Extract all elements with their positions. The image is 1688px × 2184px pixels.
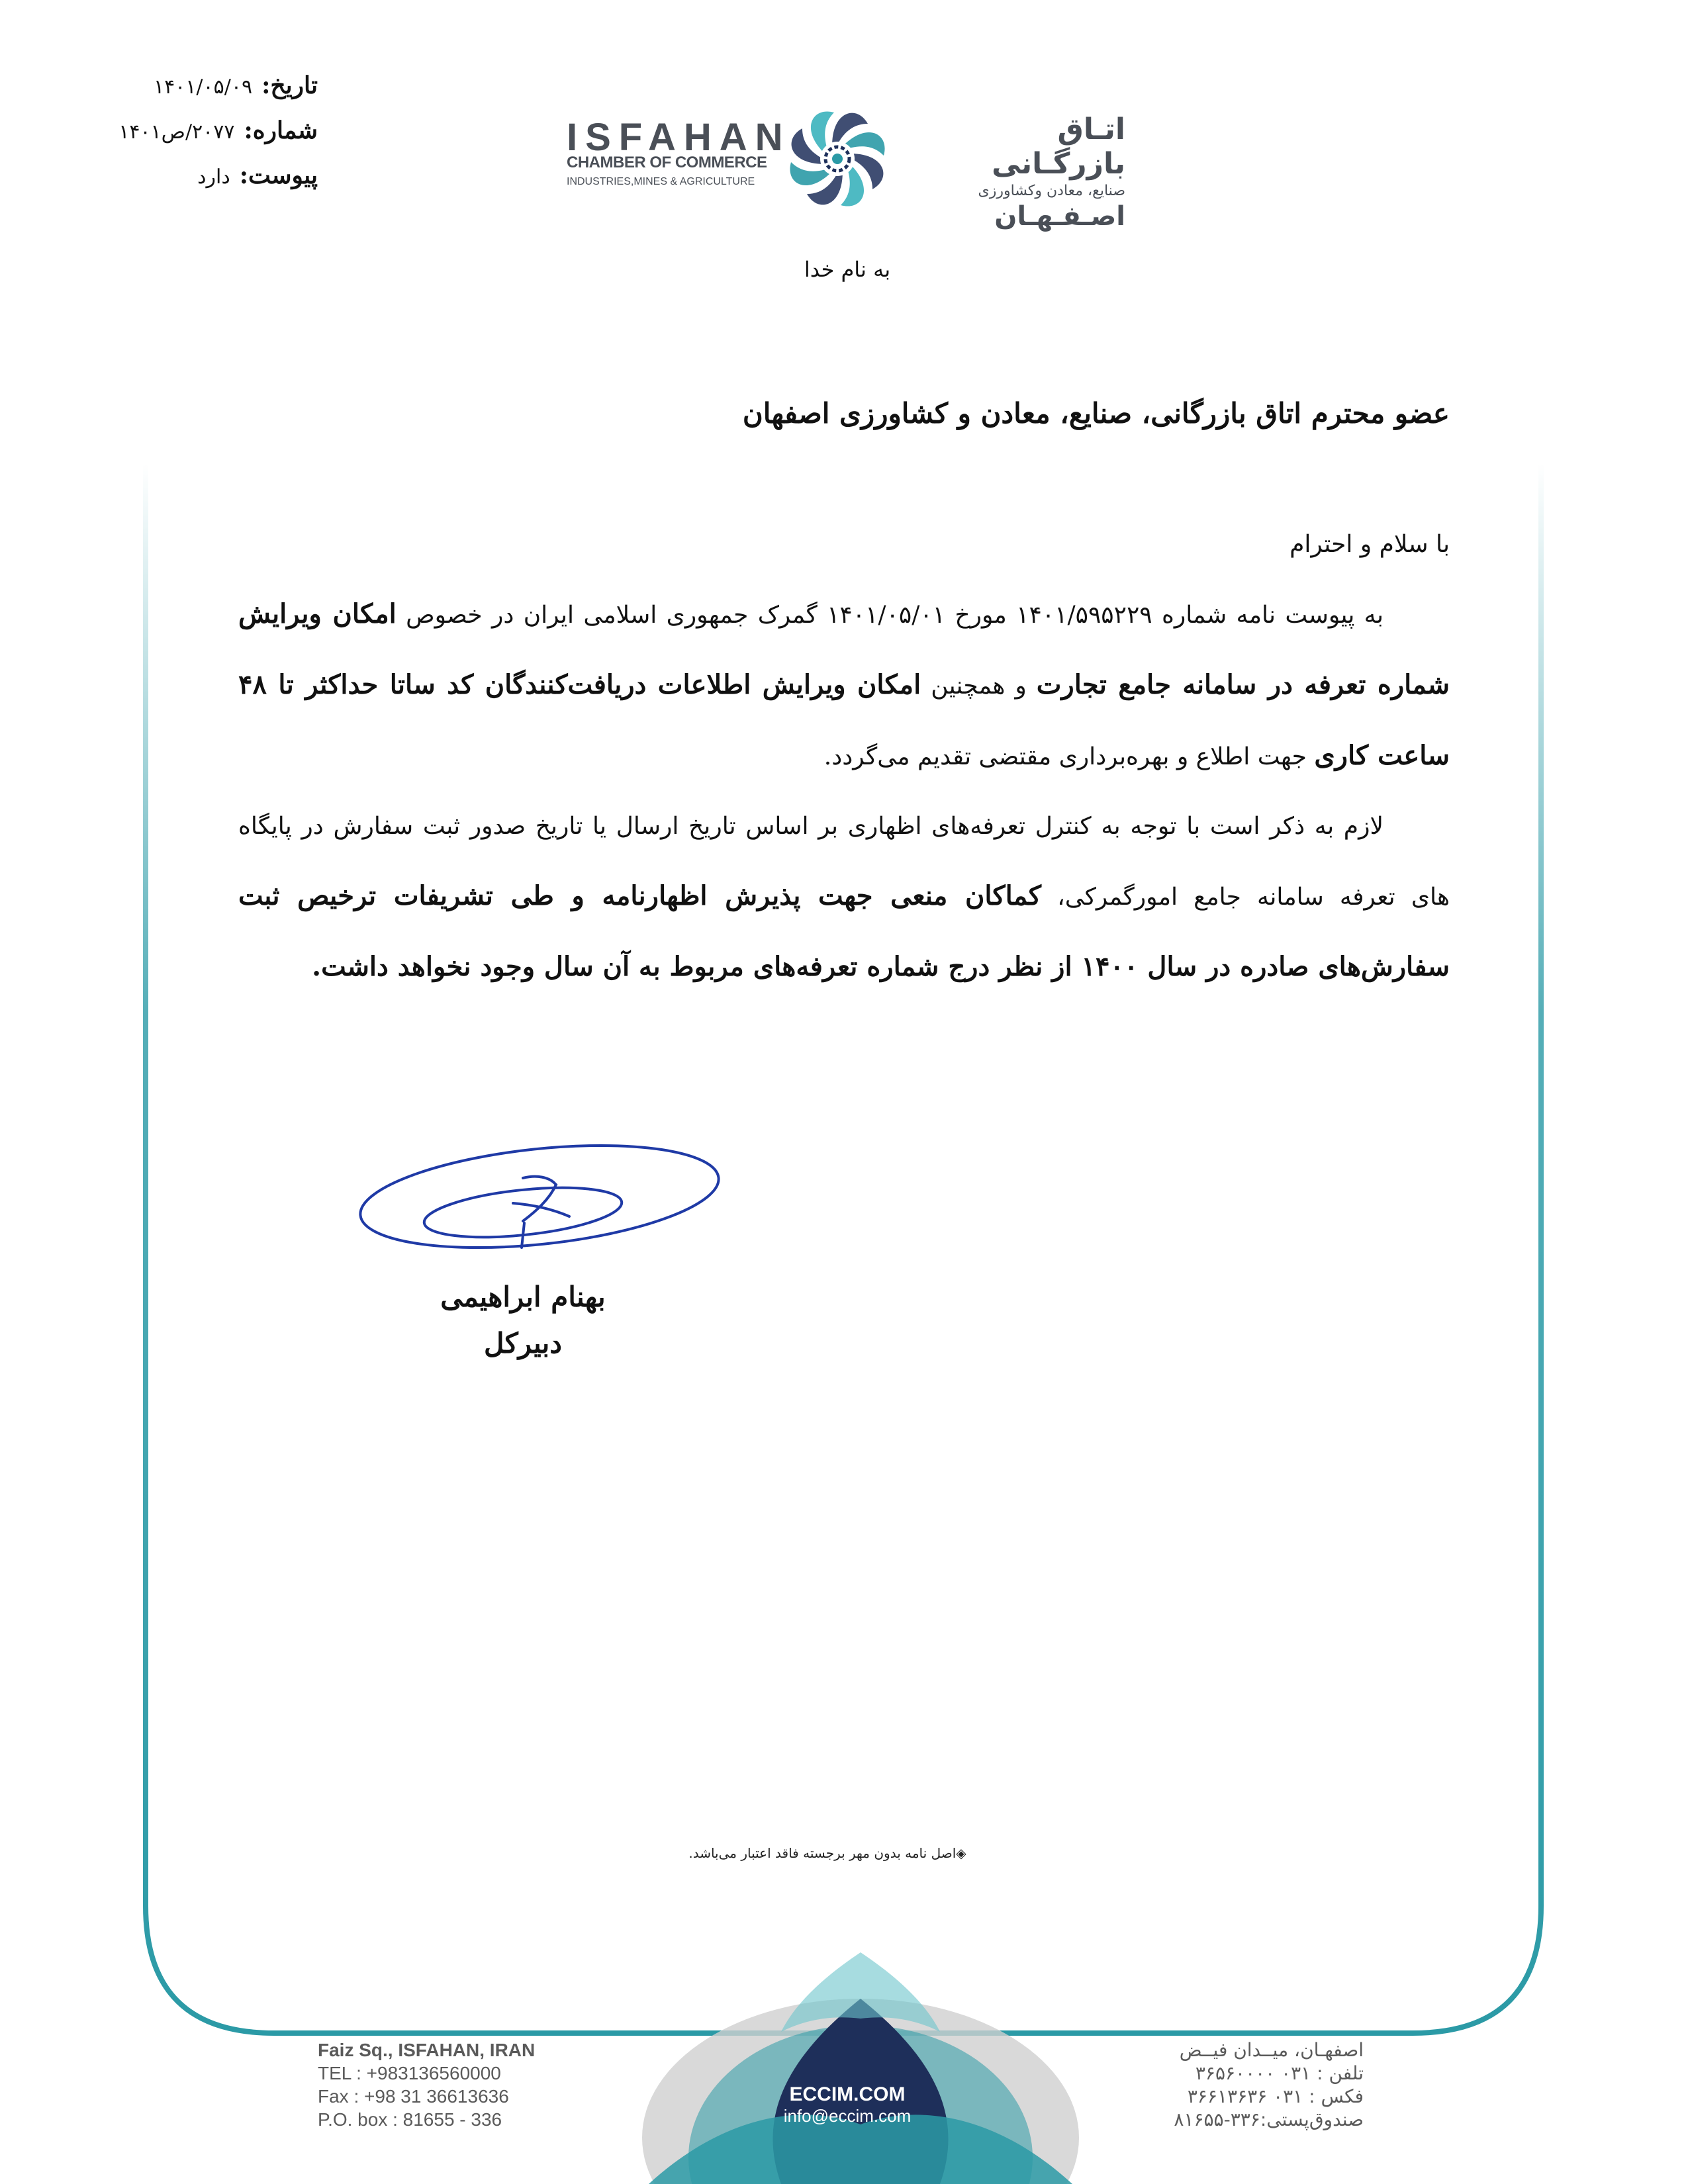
paragraph-1-intro: به پیوست نامه شماره ۱۴۰۱/۵۹۵۲۲۹ مورخ ۱۴۰۱/۰۵/۰۱ گمرک جمهوری اسلامی ایران در خصوص: [406, 602, 1383, 629]
footer-fa-fax: فکس : ۰۳۱ ۳۶۶۱۳۶۳۶: [1187, 2085, 1364, 2107]
logo-persian-line-3: اصـفـهـان: [994, 201, 1125, 232]
footer-ornament: [569, 1939, 1152, 2184]
signatory-name: بهنام ابراهیمی: [440, 1281, 606, 1313]
meta-number-label: شماره:: [244, 116, 318, 144]
handwritten-signature: [351, 1138, 735, 1257]
signatory-title: دبیرکل: [483, 1327, 563, 1359]
seal-note: [662, 1845, 993, 1861]
logo-english-tagline: INDUSTRIES,MINES & AGRICULTURE: [567, 176, 755, 187]
footer-fa-tel: تلفن : ۰۳۱ ۳۶۵۶۰۰۰۰: [1195, 2062, 1364, 2084]
paragraph-1: [238, 579, 1450, 792]
footer-en-address: Faiz Sq., ISFAHAN, IRAN: [318, 2040, 536, 2060]
letter-body: [238, 510, 1450, 1003]
footer-en-tel: TEL : +983136560000: [318, 2063, 501, 2083]
logo-english-subtitle: CHAMBER OF COMMERCE: [567, 154, 767, 171]
meta-attachment-label: پیوست:: [239, 161, 318, 189]
meta-number: [93, 116, 318, 161]
paragraph-2-intro: لازم به ذکر است با توجه به کنترل تعرفه‌های اظهاری بر اساس تاریخ ارسال یا تاریخ صدور ثبت سفارش در پایگاه های تعرفه سامانه جامع امورگمرکی،: [238, 813, 1450, 911]
recipient-line: عضو محترم اتاق بازرگانی، صنایع، معادن و کشاورزی اصفهان: [742, 397, 1450, 430]
seal-note-text: اصل نامه بدون مهر برجسته فاقد اعتبار می‌باشد.: [688, 1845, 957, 1861]
logo-emblem-icon: [771, 93, 904, 225]
letter-meta: [93, 71, 318, 206]
logo-persian-text: [920, 113, 1125, 232]
footer-en-pobox: P.O. box : 81655 - 336: [318, 2109, 502, 2130]
logo-persian-line-2: صنایع، معادن وکشاورزی: [978, 183, 1125, 199]
logo-persian-line-1: اتـاق بازرگـانی: [992, 113, 1125, 181]
chamber-logo: [556, 93, 1125, 232]
paragraph-1-bold-1: امکان ویرایش شماره تعرفه در سامانه جامع تجارت: [238, 598, 1450, 700]
diamond-bullet-icon: ◈: [956, 1845, 966, 1861]
footer-email-link[interactable]: info@eccim.com: [783, 2106, 912, 2126]
footer-fa-address: اصفهـان، میــدان فیــض: [1179, 2039, 1364, 2061]
meta-number-value: ۲۰۷۷/ص۱۴۰۱: [118, 120, 235, 144]
footer-web-contact: [741, 2083, 953, 2126]
footer-fa-pobox: صندوق‌پستی:۳۳۶-۸۱۶۵۵: [1174, 2109, 1364, 2130]
footer-english-contact: [318, 2038, 556, 2131]
paragraph-1-bold-2: امکان ویرایش اطلاعات دریافت‌کنندگان کد ساتا حداکثر تا ۴۸ ساعت کاری: [238, 669, 1450, 771]
meta-date-label: تاریخ:: [261, 71, 318, 99]
footer-en-fax: Fax : +98 31 36613636: [318, 2086, 509, 2107]
paragraph-1-closing: جهت اطلاع و بهره‌برداری مقتضی تقدیم می‌گردد.: [823, 743, 1315, 770]
logo-english-title: ISFAHAN: [567, 116, 791, 159]
signatory-block: [397, 1274, 649, 1367]
footer-website-link[interactable]: ECCIM.COM: [789, 2083, 906, 2105]
meta-attachment-value: دارد: [197, 165, 230, 189]
bismillah: به نام خدا: [804, 257, 891, 282]
paragraph-2-bold: کماکان منعی جهت پذیرش اظهارنامه و طی تشریفات ترخیص ثبت سفارش‌های صادره در سال ۱۴۰۰ از نظر درج شماره تعرفه‌های مربوط به آن سال وجود نخواهد داشت.: [238, 880, 1450, 982]
meta-date: [93, 71, 318, 116]
meta-date-value: ۱۴۰۱/۰۵/۰۹: [153, 75, 253, 99]
paragraph-2: [238, 792, 1450, 1003]
footer-persian-contact: [1099, 2038, 1364, 2131]
meta-attachment: [93, 161, 318, 206]
paragraph-1-joiner: و همچنین: [921, 672, 1037, 700]
greeting: با سلام و احترام: [1289, 531, 1450, 558]
